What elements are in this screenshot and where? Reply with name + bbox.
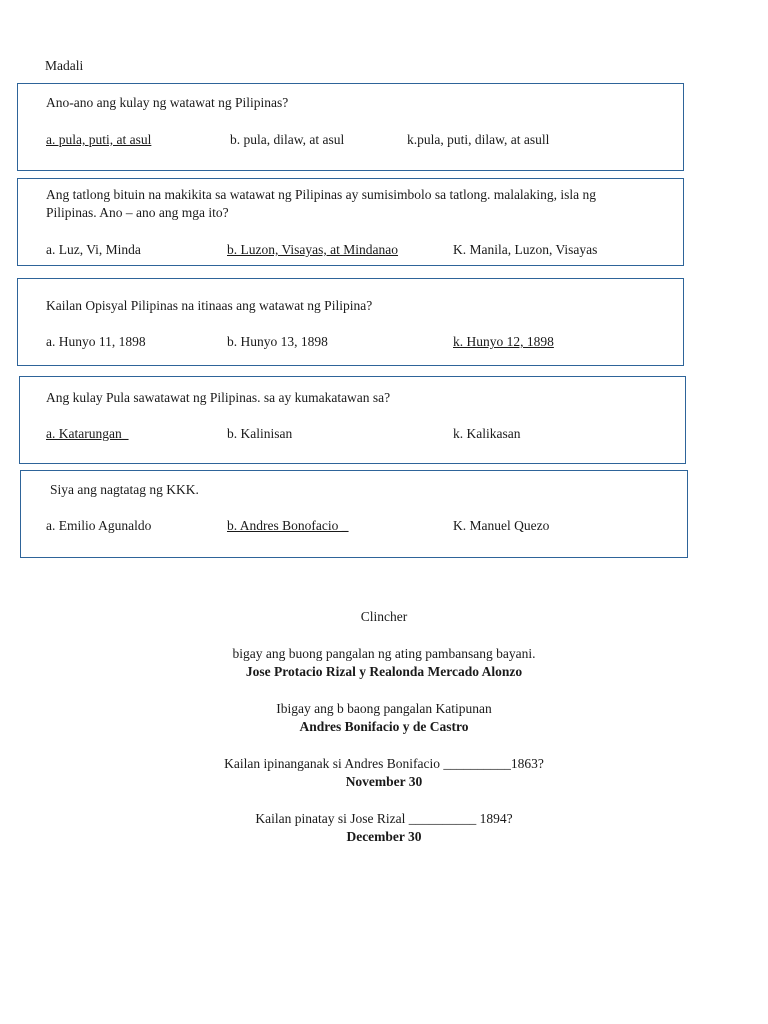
clincher-question: bigay ang buong pangalan ng ating pambansang bayani. xyxy=(232,646,536,661)
option-b: b. Hunyo 13, 1898 xyxy=(227,334,328,349)
option-a-answer: a. pula, puti, at asul xyxy=(46,132,152,147)
option-a: a. Luz, Vi, Minda xyxy=(46,242,141,257)
option-a: a. Emilio Agunaldo xyxy=(46,518,152,533)
option-b-answer: b. Andres Bonofacio _ xyxy=(227,518,349,533)
question-box xyxy=(17,278,684,366)
question-text: Ano-ano ang kulay ng watawat ng Pilipinas? xyxy=(46,95,289,110)
question-text: Ang tatlong bituin na makikita sa watawat ng Pilipinas ay sumisimbolo sa tatlong. malalaking, isla ng Pilipinas. Ano – ano ang mga ito? xyxy=(46,187,597,220)
question-text: Siya ang nagtatag ng KKK. xyxy=(50,482,199,497)
option-k-answer: k. Hunyo 12, 1898 xyxy=(453,334,554,349)
clincher-answer: Andres Bonifacio y de Castro xyxy=(299,719,469,734)
clincher-answer: Jose Protacio Rizal y Realonda Mercado Alonzo xyxy=(245,664,523,679)
clincher-answer: December 30 xyxy=(346,829,422,844)
option-b: b. pula, dilaw, at asul xyxy=(230,132,345,147)
clincher-title: Clincher xyxy=(360,609,408,624)
question-text: Kailan Opisyal Pilipinas na itinaas ang watawat ng Pilipina? xyxy=(46,298,373,313)
clincher-answer: November 30 xyxy=(345,774,423,789)
option-k: k. Kalikasan xyxy=(453,426,521,441)
clincher-question: Kailan pinatay si Jose Rizal __________ 1894? xyxy=(255,811,513,826)
question-box xyxy=(19,376,686,464)
clincher-question: Ibigay ang b baong pangalan Katipunan xyxy=(276,701,492,716)
option-k: K. Manila, Luzon, Visayas xyxy=(453,242,598,257)
option-k: K. Manuel Quezo xyxy=(453,518,550,533)
question-box xyxy=(17,178,684,266)
option-a: a. Hunyo 11, 1898 xyxy=(46,334,146,349)
option-b: b. Kalinisan xyxy=(227,426,293,441)
question-box xyxy=(17,83,684,171)
question-text: Ang kulay Pula sawatawat ng Pilipinas. sa ay kumakatawan sa? xyxy=(46,390,391,405)
question-box xyxy=(20,470,688,558)
clincher-question: Kailan ipinanganak si Andres Bonifacio __________1863? xyxy=(224,756,544,771)
option-k: k.pula, puti, dilaw, at asull xyxy=(407,132,550,147)
option-b-answer: b. Luzon, Visayas, at Mindanao xyxy=(227,242,399,257)
option-a-answer: a. Katarungan_ xyxy=(46,426,129,441)
section-label: Madali xyxy=(45,58,84,73)
